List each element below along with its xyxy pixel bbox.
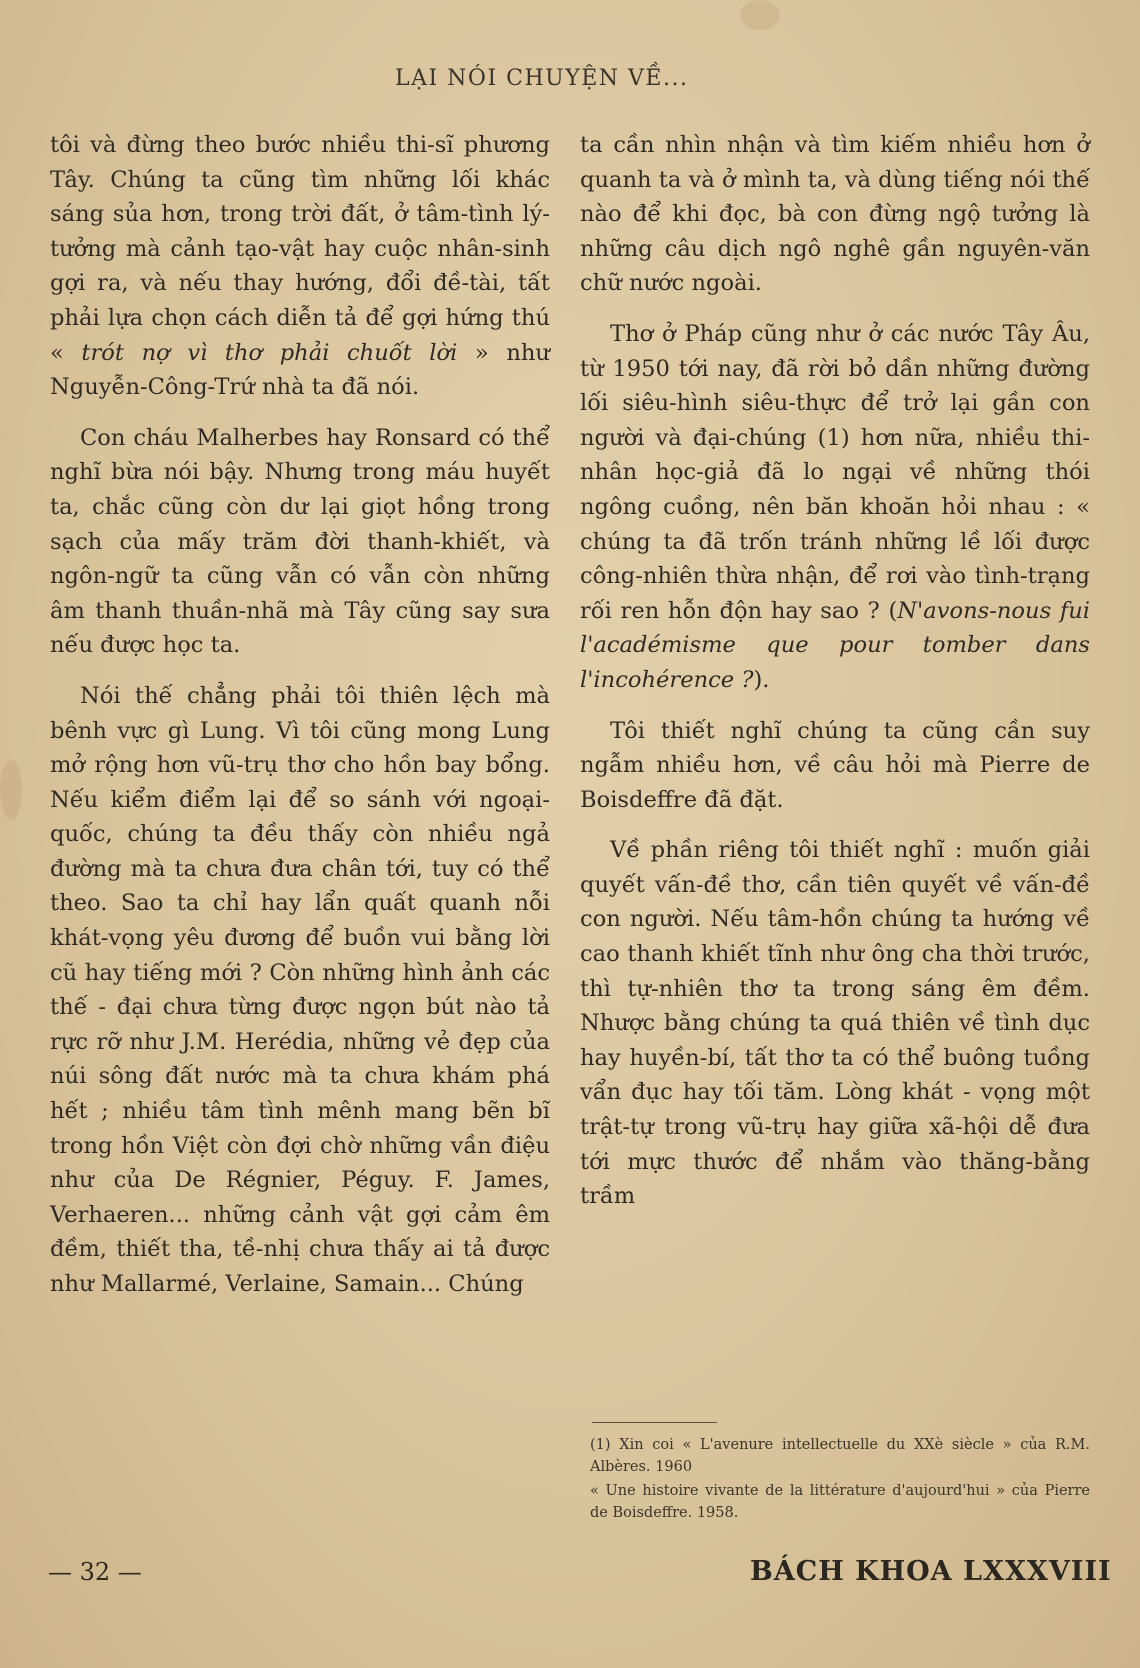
right-column: [580, 128, 1090, 1214]
footnotes: [590, 1434, 1090, 1526]
paragraph: Nói thế chẳng phải tôi thiên lệch mà bênh vực gì Lung. Vì tôi cũng mong Lung mở rộng hơn vũ-trụ thơ cho hồn bay bổng. Nếu kiểm điểm lại để so sánh với ngoại-quốc, chúng ta đều thấy còn nhiều ngả đường mà ta chưa đưa chân tới, tuy có thể theo. Sao ta chỉ hay lẩn quất quanh nỗi khát-vọng yêu đương để buồn vui bằng lời cũ hay tiếng mới ? Còn những hình ảnh các thế - đại chưa từng được ngọn bút nào tả rực rỡ như J.M. Herédia, những vẻ đẹp của núi sông đất nước mà ta chưa khám phá hết ; nhiều tâm tình mênh mang bẽn bĩ trong hồn Việt còn đợi chờ những vần điệu như của De Régnier, Péguy. F. James, Verhaeren... những cảnh vật gợi cảm êm đềm, thiết tha, tề-nhị chưa thấy ai tả được như Mallarmé, Verlaine, Samain... Chúng: [50, 682, 550, 1297]
magazine-title: BÁCH KHOA LXXXVIII: [750, 1556, 1112, 1587]
paper-stain: [0, 760, 22, 820]
footnote-divider: [592, 1422, 717, 1423]
left-column: [50, 128, 550, 1302]
page-number: — 32 —: [48, 1558, 142, 1586]
paragraph: Tôi thiết nghĩ chúng ta cũng cần suy ngẫm nhiều hơn, về câu hỏi mà Pierre de Boisdeffre đã đặt.: [580, 717, 1090, 813]
footnote: « Une histoire vivante de la littérature d'aujourd'hui » của Pierre de Boisdeffre. 1958.: [590, 1483, 1090, 1521]
running-head: LẠI NÓI CHUYỆN VỀ...: [395, 66, 689, 91]
paragraph: Con cháu Malherbes hay Ronsard có thể nghĩ bừa nói bậy. Nhưng trong máu huyết ta, chắc cũng còn dư lại giọt hồng trong sạch của mấy trăm đời thanh-khiết, và ngôn-ngữ ta cũng vẫn có vẫn còn những âm thanh thuần-nhã mà Tây cũng say sưa nếu được học ta.: [50, 424, 550, 659]
paragraph: tôi và đừng theo bước nhiều thi-sĩ phương Tây. Chúng ta cũng tìm những lối khác sáng sủa hơn, trong trời đất, ở tâm-tình lý-tưởng mà cảnh tạo-vật hay cuộc nhân-sinh gợi ra, và nếu thay hướng, đổi đề-tài, tất phải lựa chọn cách diễn tả để gợi hứng thú « trót nợ vì thơ phải chuốt lời » như Nguyễn-Công-Trứ nhà ta đã nói.: [50, 132, 550, 401]
paper-stain: [740, 0, 780, 30]
paragraph: ta cần nhìn nhận và tìm kiếm nhiều hơn ở quanh ta và ở mình ta, và dùng tiếng nói thế nào để khi đọc, bà con đừng ngộ tưởng là những câu dịch ngô nghê gần nguyên-văn chữ nước ngoài.: [580, 132, 1090, 297]
footnote: (1) Xin coi « L'avenure intellectuelle du XXè siècle » của R.M. Albères. 1960: [590, 1437, 1090, 1475]
paragraph: Về phần riêng tôi thiết nghĩ : muốn giải quyết vấn-đề thơ, cần tiên quyết về vấn-đề con người. Nếu tâm-hồn chúng ta hướng về cao thanh khiết tĩnh như ông cha thời trước, thì tự-nhiên thơ ta trong sáng êm đềm. Nhược bằng chúng ta quá thiên về tình dục hay huyền-bí, tất thơ ta có thể buông tuồng vẩn đục hay tối tăm. Lòng khát - vọng một trật-tự trong vũ-trụ hay giữa xã-hội dễ đưa tới mực thước để nhắm vào thăng-bằng trầm: [580, 837, 1090, 1210]
paragraph: Thơ ở Pháp cũng như ở các nước Tây Âu, từ 1950 tới nay, đã rời bỏ dần những đường lối siêu-hình siêu-thực để trở lại gần con người và đại-chúng (1) hơn nữa, nhiều thi-nhân học-giả đã lo ngại về những thói ngông cuồng, nên băn khoăn hỏi nhau : « chúng ta đã trốn tránh những lề lối được công-nhiên thừa nhận, để rơi vào tình-trạng rối ren hỗn độn hay sao ? (N'avons-nous fui l'académisme que pour tomber dans l'incohérence ?).: [580, 320, 1090, 693]
